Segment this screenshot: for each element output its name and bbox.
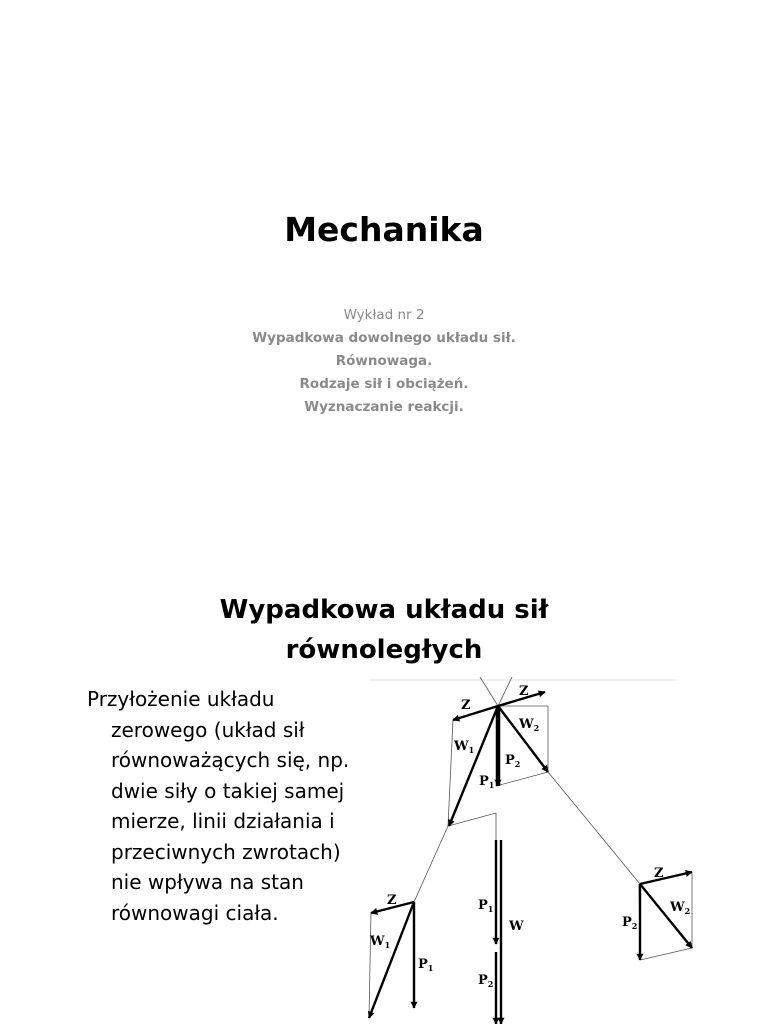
slide-1-title: Mechanika [284,210,484,249]
force-W1-left [369,902,414,1018]
subtitle-line-3: Równowaga. [335,353,433,369]
subtitle-line-5: Wyznaczanie reakcji. [304,399,464,415]
label-P2: $P_2$ [622,915,638,931]
label-W2: $W_2$ [670,900,691,916]
force-W2-right [640,884,692,948]
body-line-1: Przyłożenie układu [87,687,275,711]
construction-line [496,772,548,786]
construction-line [369,912,371,1018]
construction-line [548,772,640,884]
construction-line [640,948,692,960]
label-W1: $W_1$ [454,739,475,755]
subtitle-line-2: Wypadkowa dowolnego układu sił. [252,330,516,346]
label-Z: Z [461,698,471,713]
body-line-2: zerowego (układ sił [111,717,305,742]
slide-1-subtitle [0,304,768,419]
body-line-6: przeciwnych zwrotach) [111,839,341,864]
slide-2 [0,512,768,1024]
label-Z: Z [519,684,529,699]
force-Z-top-left [453,706,498,720]
label-Z: Z [654,866,664,881]
force-W1-top [449,706,498,826]
construction-line [414,826,448,902]
force-diagram [0,512,768,1024]
slide-2-title-line-1: Wypadkowa układu sił [219,595,549,625]
label-P2: $P_2$ [505,753,521,769]
label-W2: $W_2$ [519,717,540,733]
subtitle-line-4: Rodzaje sił i obciążeń. [299,376,469,392]
label-P1: $P_1$ [478,898,494,914]
label-W1: $W_1$ [370,934,391,950]
body-line-5: mierze, linii działania i [111,809,335,833]
label-P2: $P_2$ [478,973,494,989]
body-line-4: dwie siły o takiej samej [111,778,345,803]
force-Z-right [640,872,692,884]
label-Z: Z [387,893,397,908]
body-line-3: równoważących się, np. [111,748,350,772]
body-line-7: nie wpływa na stan [111,870,304,894]
subtitle-line-1: Wykład nr 2 [343,307,425,323]
label-P1: $P_1$ [418,957,434,973]
construction-line [448,720,453,826]
construction-line [448,813,496,826]
body-line-8: równowagi ciała. [111,900,279,925]
diagram-labels [369,684,690,989]
label-W: W [509,919,524,934]
construction-line [480,677,498,706]
label-P1: $P_1$ [479,774,495,790]
slide-2-title-line-2: równoległych [285,635,483,665]
force-vectors [369,692,692,1024]
